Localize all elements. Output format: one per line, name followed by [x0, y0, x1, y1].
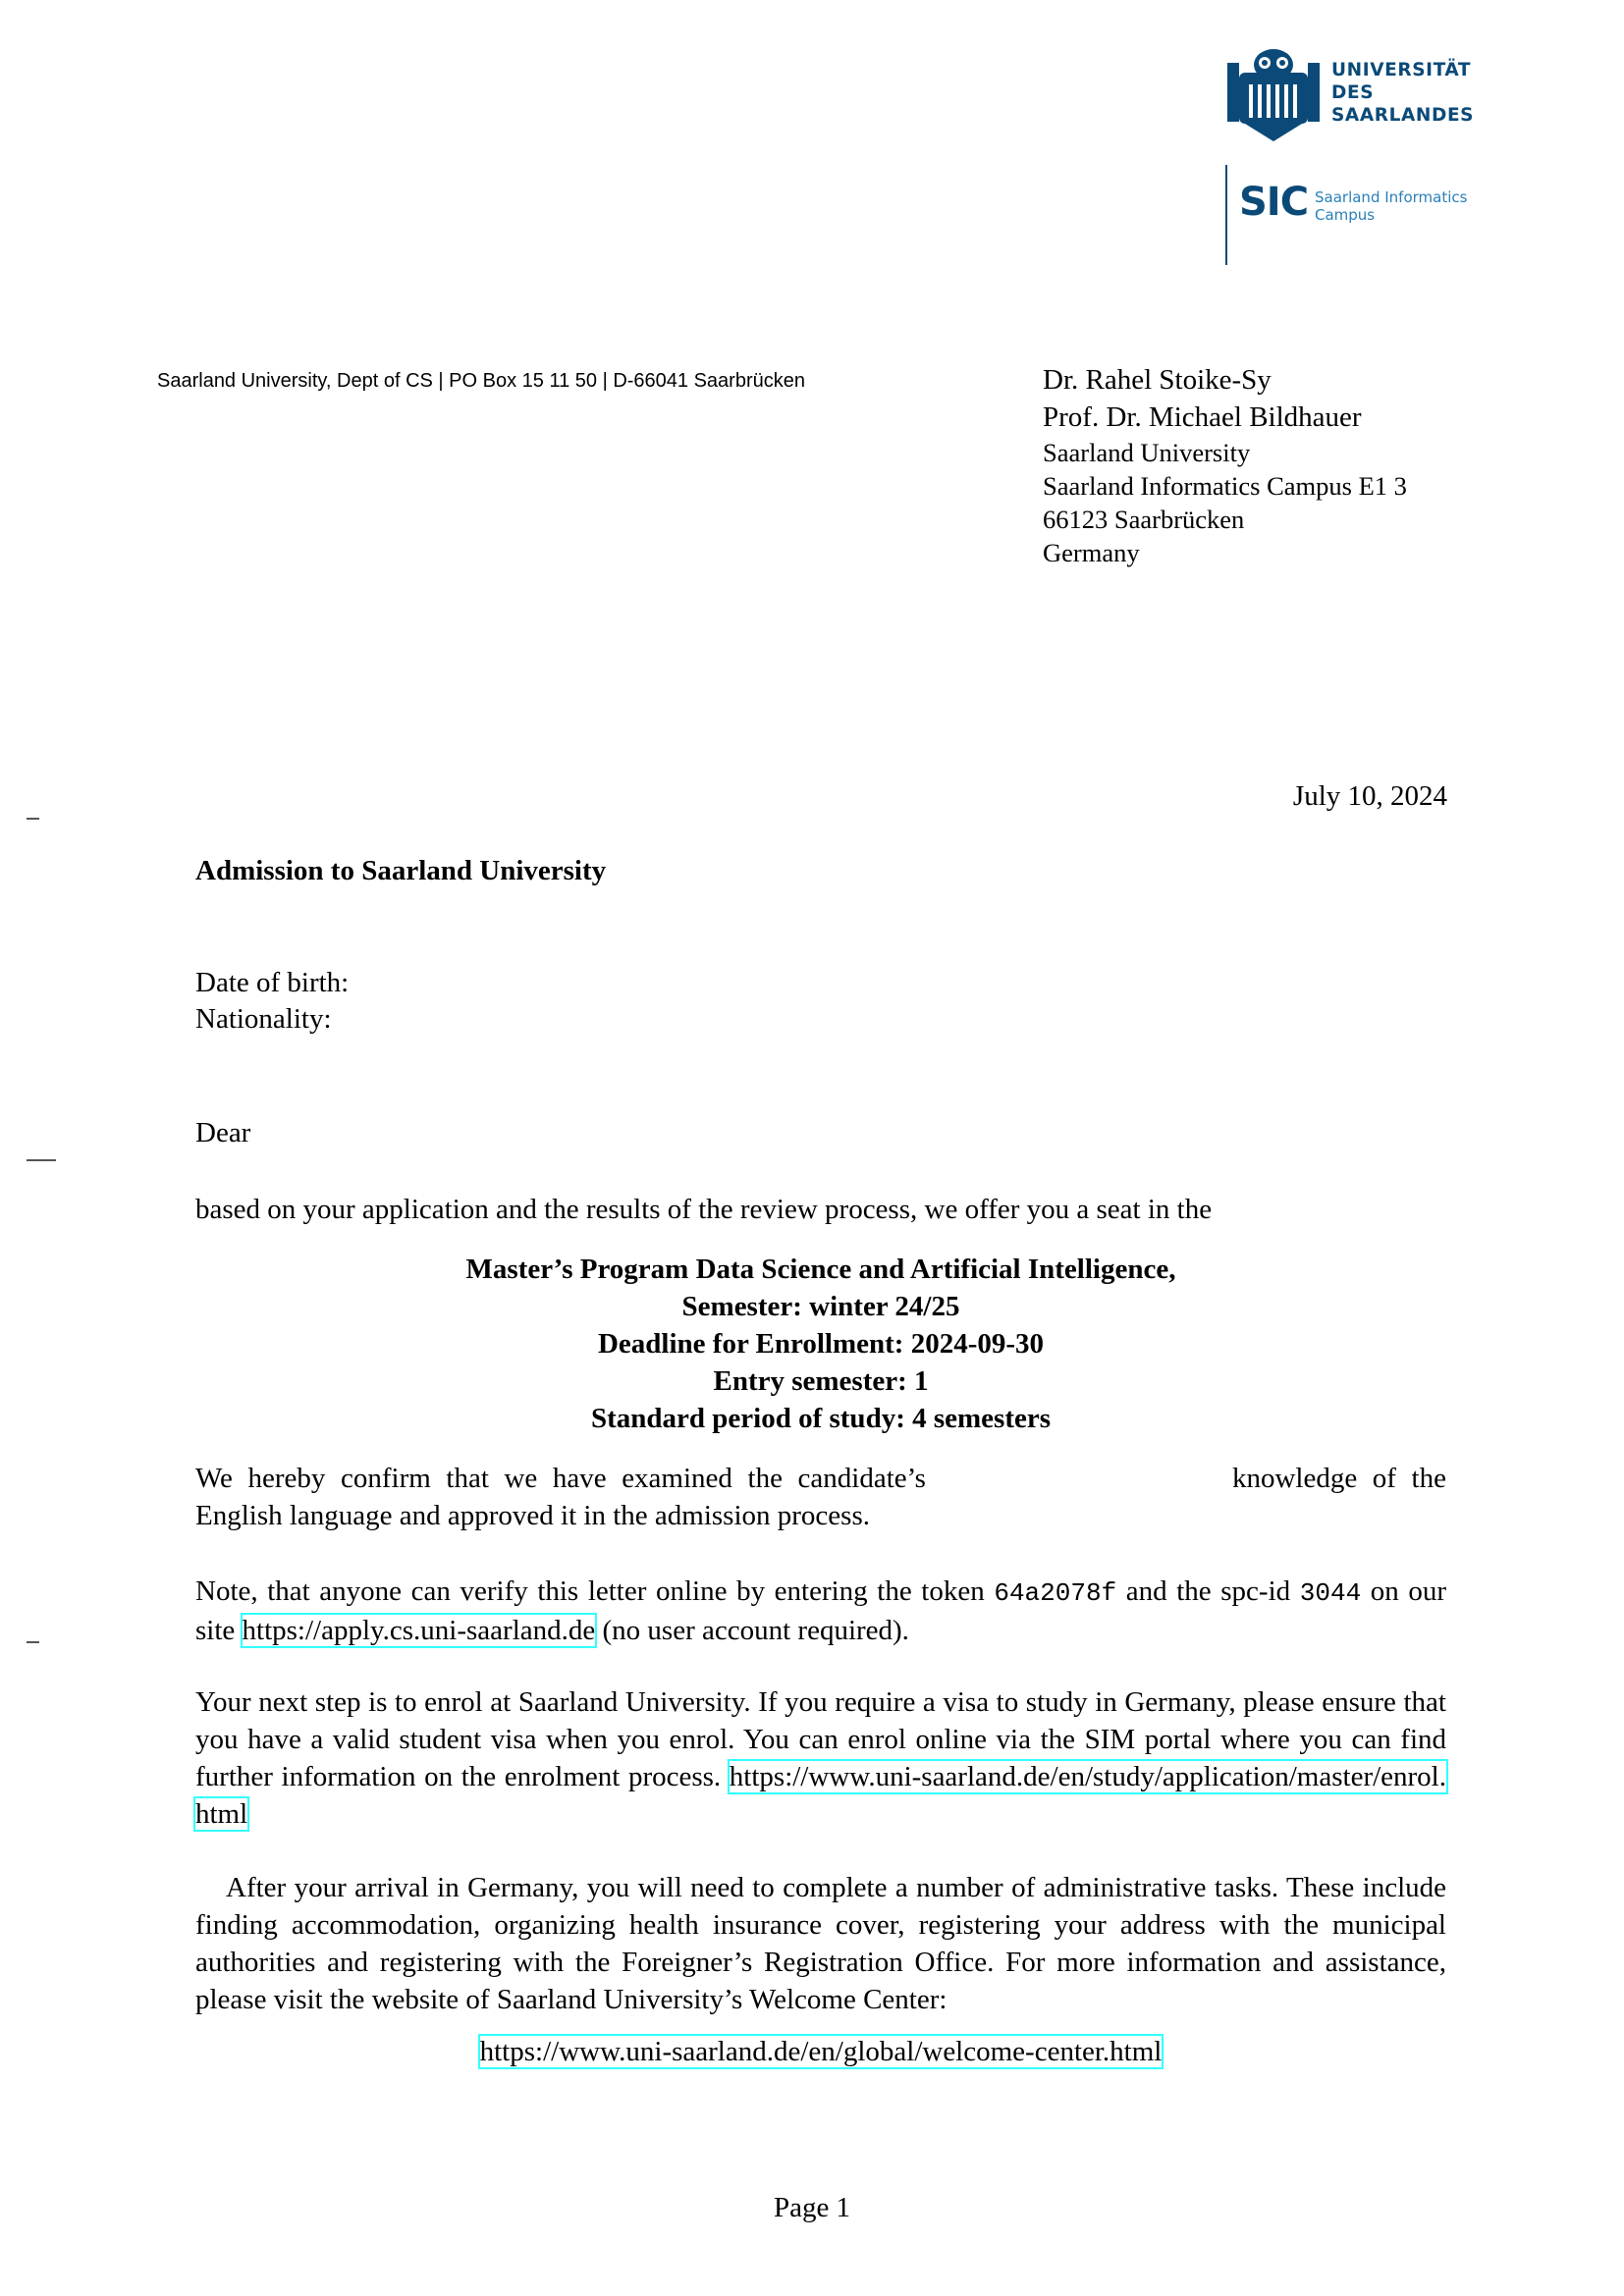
- program-period: Standard period of study: 4 semesters: [590, 1403, 1052, 1434]
- letter-subject: Admission to Saarland University: [195, 855, 607, 886]
- verify-site-link[interactable]: https://apply.cs.uni-saarland.de: [242, 1615, 596, 1646]
- recipient-line-2: Prof. Dr. Michael Bildhauer: [1043, 401, 1362, 433]
- sic-logo-text-line-2: Campus: [1315, 206, 1376, 224]
- verify-text-2: and the spc-id: [1125, 1575, 1291, 1607]
- program-semester: Semester: winter 24/25: [681, 1291, 960, 1322]
- arrival-paragraph: After your arrival in Germany, you will need to complete a number of administrative tasks. These include finding accommodation, organizing health insurance cover, registering your address with the municipal authorities and registering with the Foreigner’s Registration Office. For more information and assistance, please visit the website of Saarland University’s Welcome Center:: [195, 1872, 1446, 2015]
- sic-logo-text-line-1: Saarland Informatics: [1315, 188, 1468, 206]
- university-name-line-3: SAARLANDES: [1331, 105, 1475, 126]
- page-number: Page 1: [773, 2192, 851, 2223]
- language-confirmation-paragraph: [195, 1460, 1446, 1534]
- intro-paragraph: based on your application and the results of the review process, we offer you a seat in the: [195, 1194, 1213, 1225]
- date-of-birth-label: Date of birth:: [195, 967, 350, 998]
- confirm-text-1: We hereby confirm that we have examined the candidate’s: [195, 1463, 926, 1494]
- welcome-center-link-wrapper: [195, 2036, 1446, 2068]
- enrol-link[interactable]: https://www.uni-saarland.de/en/study/application/master/enrol.html: [195, 1761, 1446, 1830]
- fold-mark: [27, 1641, 39, 1643]
- sic-logo-mark: SIC: [1239, 180, 1309, 225]
- fold-mark: [27, 1159, 56, 1161]
- university-name-line-2: DES: [1331, 82, 1375, 103]
- recipient-line-5: 66123 Saarbrücken: [1043, 505, 1245, 534]
- verify-text-4: (no user account required).: [602, 1615, 909, 1646]
- verify-text-1: Note, that anyone can verify this letter online by entering the token: [195, 1575, 985, 1607]
- program-entry-semester: Entry semester: 1: [713, 1365, 929, 1397]
- recipient-line-3: Saarland University: [1043, 438, 1251, 467]
- enrolment-paragraph: [195, 1683, 1446, 1833]
- program-name: Master’s Program Data Science and Artificial Intelligence,: [465, 1254, 1176, 1285]
- salutation: Dear: [195, 1117, 251, 1148]
- recipient-line-1: Dr. Rahel Stoike-Sy: [1043, 364, 1272, 396]
- university-name-line-1: UNIVERSITÄT: [1331, 60, 1472, 80]
- spc-id: 3044: [1299, 1578, 1362, 1608]
- welcome-center-link[interactable]: https://www.uni-saarland.de/en/global/welcome-center.html: [479, 2036, 1163, 2067]
- verify-text-3: on our site: [195, 1575, 1447, 1646]
- sic-logo-text: [1315, 188, 1467, 224]
- fold-mark: [27, 818, 39, 820]
- sender-address-line: Saarland University, Dept of CS | PO Box 15 11 50 | D-66041 Saarbrücken: [157, 370, 805, 392]
- verification-paragraph: [195, 1573, 1446, 1649]
- letter-date: July 10, 2024: [1292, 780, 1447, 812]
- program-deadline: Deadline for Enrollment: 2024-09-30: [597, 1328, 1045, 1360]
- verification-token: 64a2078f: [994, 1578, 1117, 1608]
- owl-seal-icon: [1225, 43, 1322, 145]
- nationality-label: Nationality:: [195, 1003, 332, 1035]
- recipient-line-6: Germany: [1043, 538, 1140, 567]
- recipient-line-4: Saarland Informatics Campus E1 3: [1043, 471, 1407, 501]
- confirm-text-2: knowledge of the English language and approved it in the admission process.: [195, 1463, 1446, 1531]
- recipient-address: [1043, 361, 1407, 569]
- enrol-text: Your next step is to enrol at Saarland University. If you require a visa to study in Germany, please ensure that you have a valid student visa when you enrol. You can enrol online via the SIM portal where you can find further information on the enrolment process.: [195, 1686, 1446, 1792]
- program-details: [195, 1251, 1446, 1437]
- logo-divider: [1225, 165, 1227, 265]
- university-name: [1331, 59, 1474, 127]
